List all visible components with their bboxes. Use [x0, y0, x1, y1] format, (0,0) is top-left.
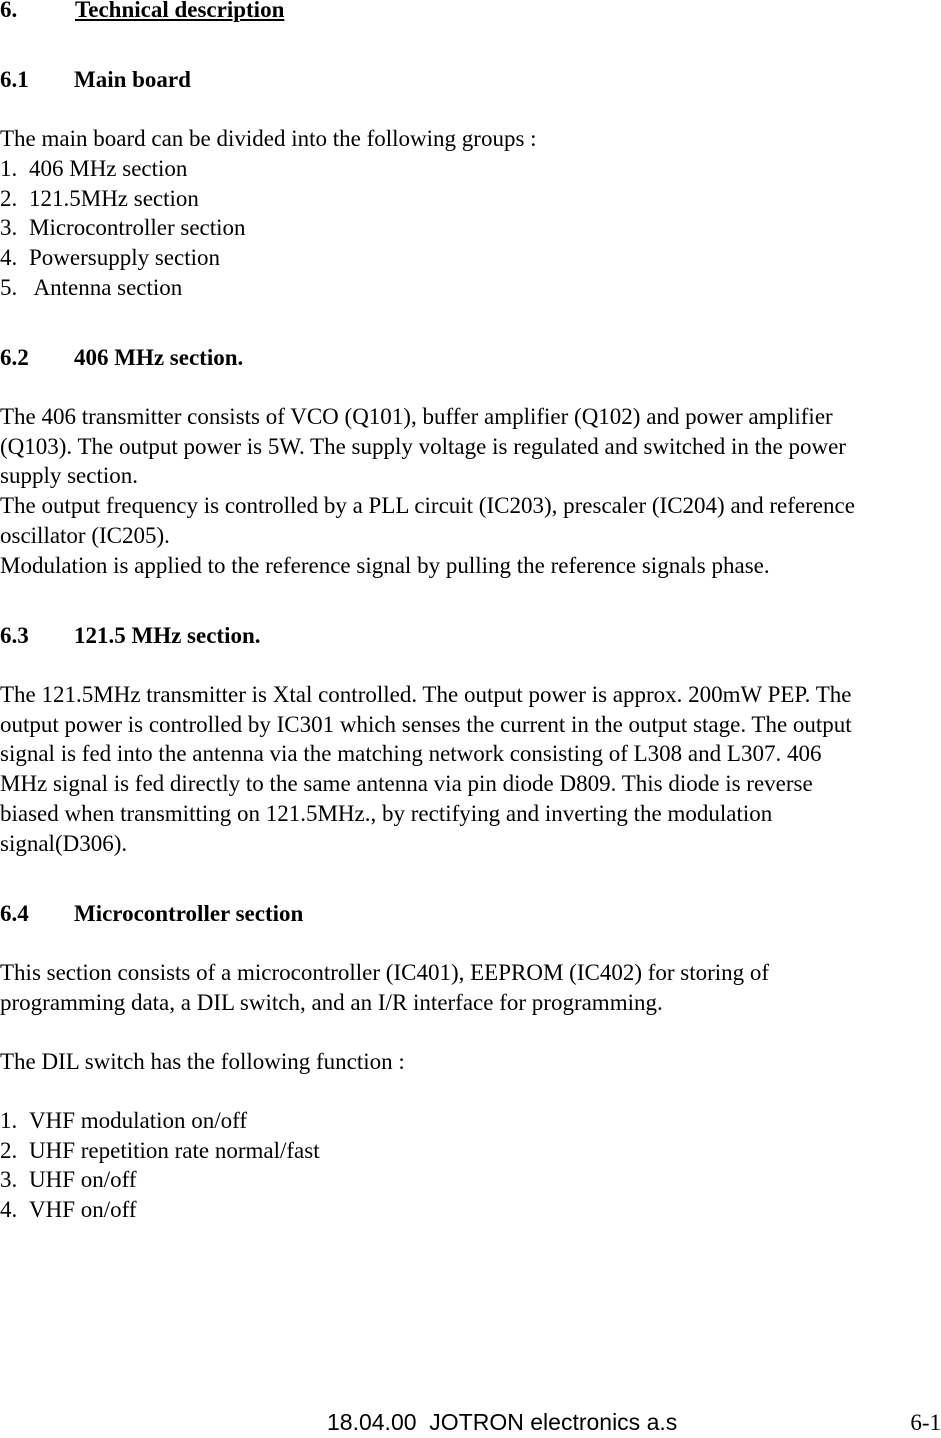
- subsection-number: 6.1: [0, 67, 29, 92]
- subsection-title: 406 MHz section.: [74, 345, 244, 370]
- list-text: Antenna section: [29, 274, 183, 300]
- list-number: 3.: [0, 215, 18, 241]
- list-text: UHF repetition rate normal/fast: [29, 1137, 320, 1163]
- subsection-heading-6-4: [0, 899, 303, 929]
- list-item: [0, 1106, 320, 1136]
- list-item: [0, 243, 246, 273]
- list-number: 5.: [0, 274, 18, 300]
- text-line: oscillator (IC205).: [0, 522, 170, 548]
- paragraph: The main board can be divided into the following groups :: [0, 126, 537, 151]
- section-number: 6.: [0, 0, 18, 22]
- page-number: 6-1: [910, 1410, 941, 1435]
- list-item: [0, 273, 246, 303]
- text-line: Modulation is applied to the reference signal by pulling the reference signals phase.: [0, 552, 770, 578]
- text-line: (Q103). The output power is 5W. The supply voltage is regulated and switched in the power: [0, 433, 846, 459]
- subsection-heading-6-3: [0, 621, 261, 651]
- list-number: 3.: [0, 1167, 18, 1193]
- list-number: 2.: [0, 185, 18, 211]
- paragraph-dil-intro: The DIL switch has the following function :: [0, 1049, 405, 1074]
- dil-switch-function-list: [0, 1106, 320, 1225]
- text-line: The 406 transmitter consists of VCO (Q101), buffer amplifier (Q102) and power amplifier: [0, 404, 833, 429]
- footer-date-company: 18.04.00 JOTRON electronics a.s: [327, 1409, 678, 1435]
- text-line: supply section.: [0, 463, 138, 489]
- list-text: UHF on/off: [29, 1167, 137, 1193]
- subsection-title: 121.5 MHz section.: [74, 623, 261, 648]
- subsection-title: Main board: [74, 67, 191, 92]
- text-line: programming data, a DIL switch, and an I/R interface for programming.: [0, 989, 663, 1015]
- subsection-heading-6-1: [0, 65, 191, 95]
- text-line: The output frequency is controlled by a PLL circuit (IC203), prescaler (IC204) and reference: [0, 493, 855, 519]
- list-number: 4.: [0, 245, 18, 271]
- list-number: 1.: [0, 156, 18, 181]
- page-footer: [0, 1408, 941, 1438]
- text-line: MHz signal is fed directly to the same antenna via pin diode D809. This diode is reverse: [0, 771, 813, 797]
- list-item: [0, 154, 246, 184]
- main-board-groups-list: [0, 154, 246, 302]
- list-text: VHF modulation on/off: [29, 1108, 248, 1133]
- text-line: biased when transmitting on 121.5MHz., by rectifying and inverting the modulation: [0, 800, 773, 826]
- subsection-number: 6.3: [0, 623, 29, 648]
- list-number: 2.: [0, 1137, 18, 1163]
- paragraph-121-section: [0, 680, 935, 858]
- list-text: VHF on/off: [29, 1197, 137, 1223]
- subsection-number: 6.2: [0, 345, 29, 370]
- text-line: output power is controlled by IC301 which senses the current in the output stage. The output: [0, 711, 852, 737]
- text-line: signal(D306).: [0, 830, 128, 856]
- list-text: Microcontroller section: [29, 215, 246, 241]
- subsection-number: 6.4: [0, 901, 29, 926]
- subsection-title: Microcontroller section: [74, 901, 304, 926]
- list-item: [0, 184, 246, 214]
- paragraph-406-section: [0, 402, 935, 580]
- list-item: [0, 1165, 320, 1195]
- list-item: [0, 213, 246, 243]
- subsection-heading-6-2: [0, 343, 243, 373]
- paragraph-microcontroller: [0, 958, 935, 1017]
- list-text: 406 MHz section: [29, 156, 188, 181]
- text-line: signal is fed into the antenna via the matching network consisting of L308 and L307. 406: [0, 741, 822, 767]
- text-line: This section consists of a microcontroller (IC401), EEPROM (IC402) for storing of: [0, 960, 770, 985]
- text-line: The 121.5MHz transmitter is Xtal controlled. The output power is approx. 200mW PEP. The: [0, 682, 852, 707]
- list-text: 121.5MHz section: [29, 185, 199, 211]
- list-item: [0, 1195, 320, 1225]
- list-number: 4.: [0, 1197, 18, 1223]
- section-title: Technical description: [75, 0, 285, 22]
- list-number: 1.: [0, 1108, 18, 1133]
- list-item: [0, 1136, 320, 1166]
- list-text: Powersupply section: [29, 245, 221, 271]
- section-heading: [0, 0, 284, 25]
